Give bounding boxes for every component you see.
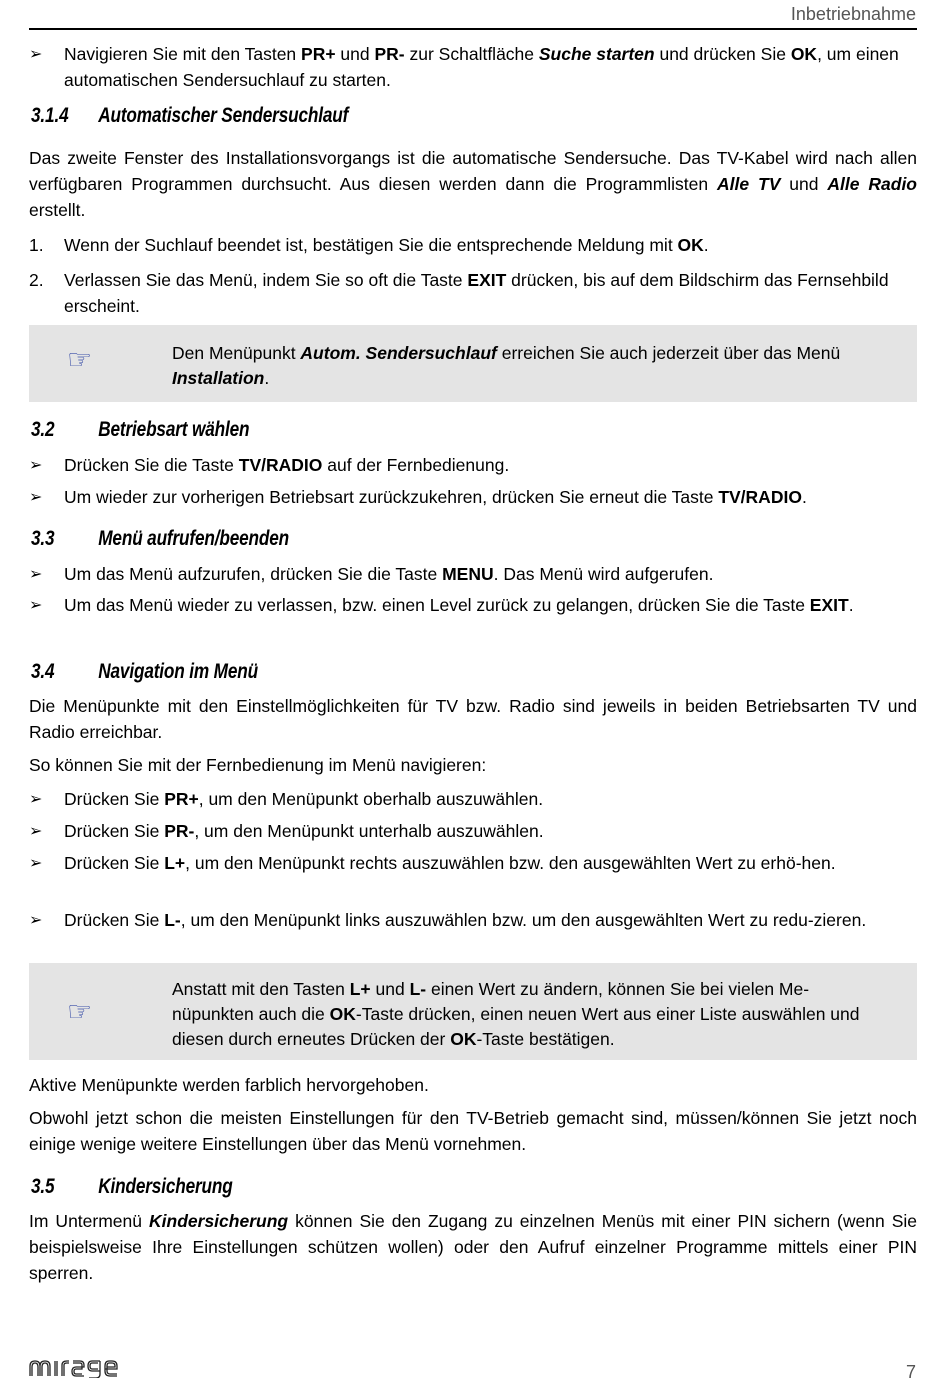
bullet-item [29,850,917,876]
running-header: Inbetriebnahme [790,4,916,24]
intro-bullet [29,41,917,93]
section-heading-3-2: 3.2 Betriebsart wählen [31,418,250,441]
bullet-item [29,592,917,618]
paragraph: Im Untermenü Kindersicherung können Sie den Zugang zu einzelnen Menüs mit einer PIN sichern (wenn Sie beispielsweise Ihre Einstellungen schützen wollen) oder den Aufruf einzelner Programme mittels einer PIN sperren. [29,1211,918,1283]
arrowhead-bullet-icon: ➢ [29,910,43,929]
paragraph: Die Menüpunkte mit den Einstellmöglichkeiten für TV bzw. Radio sind jeweils in beiden Betriebsarten TV und Radio erreichbar. [29,696,917,742]
arrowhead-bullet-icon: ➢ [29,789,43,808]
paragraph: So können Sie mit der Fernbedienung im Menü navigieren: [29,755,487,775]
paragraph: Das zweite Fenster des Installationsvorgangs ist die automatische Sendersuche. Das TV-Kabel wird nach allen verfügbaren Programmen durchsucht. Aus diesen werden dann die Programmlisten Alle TV und Alle Radio erstellt. [29,148,917,220]
bullet-item [29,907,917,933]
note-box [29,325,917,402]
section-heading-3-3: 3.3 Menü aufrufen/beenden [31,527,290,550]
numbered-step [29,232,917,258]
note-box [29,963,917,1060]
step-text: Wenn der Suchlauf beendet ist, bestätigen Sie die entsprechende Meldung mit OK. [64,235,709,255]
section-heading-3-4: 3.4 Navigation im Menü [31,660,258,683]
bullet-text: Navigieren Sie mit den Tasten PR+ und PR- zur Schaltfläche Suche starten und drücken Sie OK, um einen automatischen Sendersuchlauf zu starten. [64,44,899,90]
pointing-hand-icon: ☞ [67,995,93,1028]
arrowhead-bullet-icon: ➢ [29,595,43,614]
page-number: 7 [905,1362,916,1382]
bullet-text: Drücken Sie PR+, um den Menüpunkt oberhalb auszuwählen. [64,789,544,809]
mirage-logo-icon [29,1352,129,1378]
bullet-item [29,818,917,844]
note-text: Anstatt mit den Tasten L+ und L- einen Wert zu ändern, können Sie bei vielen Me-nüpunkten auch die OK-Taste drücken, einen neuen Wert aus einer Liste auswählen und diesen durch erneutes Drücken der OK-Taste bestätigen. [172,979,860,1049]
brand-logo [29,1352,129,1383]
bullet-text: Drücken Sie die Taste TV/RADIO auf der Fernbedienung. [64,455,510,475]
header-rule [29,28,917,30]
paragraph: Aktive Menüpunkte werden farblich hervorgehoben. [29,1075,429,1095]
pointing-hand-icon: ☞ [67,343,93,376]
numbered-step [29,267,917,319]
step-number: 2. [29,270,44,290]
bullet-item [29,484,917,510]
step-number: 1. [29,235,44,255]
bullet-text: Drücken Sie L+, um den Menüpunkt rechts auszuwählen bzw. den ausgewählten Wert zu erhö-hen. [64,853,836,873]
bullet-item [29,561,917,587]
step-text: Verlassen Sie das Menü, indem Sie so oft die Taste EXIT drücken, bis auf dem Bildschirm das Fernsehbild erscheint. [64,270,889,316]
bullet-item [29,452,917,478]
bullet-text: Um wieder zur vorherigen Betriebsart zurückzukehren, drücken Sie erneut die Taste TV/RADIO. [64,487,807,507]
arrowhead-bullet-icon: ➢ [29,487,43,506]
bullet-text: Drücken Sie L-, um den Menüpunkt links auszuwählen bzw. um den ausgewählten Wert zu redu-zieren. [64,910,867,930]
arrowhead-bullet-icon: ➢ [29,455,43,474]
paragraph: Obwohl jetzt schon die meisten Einstellungen für den TV-Betrieb gemacht sind, müssen/können Sie jetzt noch einige wenige weitere Einstellungen über das Menü vornehmen. [29,1108,917,1154]
section-heading-3-1-4: 3.1.4 Automatischer Sendersuchlauf [31,104,349,127]
bullet-item [29,786,917,812]
bullet-text: Drücken Sie PR-, um den Menüpunkt unterhalb auszuwählen. [64,821,544,841]
arrowhead-bullet-icon: ➢ [29,821,43,840]
arrowhead-bullet-icon: ➢ [29,564,43,583]
section-heading-3-5: 3.5 Kindersicherung [31,1175,233,1198]
bullet-text: Um das Menü wieder zu verlassen, bzw. einen Level zurück zu gelangen, drücken Sie die Taste EXIT. [64,595,854,615]
note-text: Den Menüpunkt Autom. Sendersuchlauf erreichen Sie auch jederzeit über das Menü Installation. [172,343,841,388]
bullet-text: Um das Menü aufzurufen, drücken Sie die Taste MENU. Das Menü wird aufgerufen. [64,564,714,584]
arrowhead-bullet-icon: ➢ [29,44,43,63]
arrowhead-bullet-icon: ➢ [29,853,43,872]
